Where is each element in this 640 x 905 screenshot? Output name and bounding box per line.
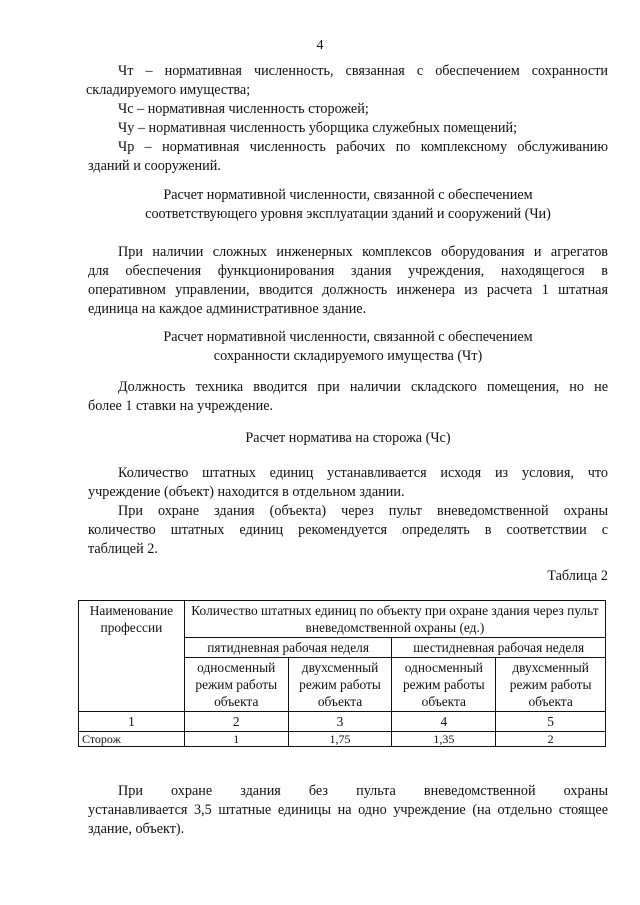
paragraph-cht	[88, 378, 608, 416]
text-line: При наличии сложных инженерных комплексов оборудования и агрегатов	[118, 244, 608, 260]
text-line: устанавливается 3,5 штатные единицы на одно учреждение (на отдельно стоящее	[88, 802, 608, 818]
paragraph-chi	[88, 243, 608, 319]
text-line: При охране здания без пульта вневедомственной охраны	[118, 783, 608, 799]
heading-line: сохранности складируемого имущества (Чт)	[213, 348, 483, 364]
section-heading-cht	[88, 328, 608, 366]
paragraph-chs-2	[88, 502, 608, 559]
header-main: Количество штатных единиц по объекту при охране здания через пульт вневедомственной охраны (ед.)	[184, 601, 605, 638]
text-line: Количество штатных единиц устанавливается исходя из условия, что	[118, 465, 608, 481]
column-number: 1	[79, 712, 185, 732]
staffing-table	[78, 600, 606, 747]
header-six-day-week: шестидневная рабочая неделя	[392, 638, 606, 658]
header-single-shift: односменный режим работы объекта	[184, 658, 288, 712]
definition-chs	[118, 100, 608, 119]
column-number: 5	[496, 712, 606, 732]
paragraph-chs-1	[88, 464, 608, 502]
definition-cht	[88, 62, 608, 100]
column-number: 4	[392, 712, 496, 732]
definition-chr	[88, 138, 608, 176]
column-number: 3	[288, 712, 392, 732]
header-double-shift: двухсменный режим работы объекта	[496, 658, 606, 712]
text-line: Чс – нормативная численность сторожей;	[118, 101, 369, 117]
section-heading-chi	[88, 186, 608, 224]
value-cell: 1,35	[392, 732, 496, 747]
page-number: 4	[316, 38, 324, 53]
header-single-shift: односменный режим работы объекта	[392, 658, 496, 712]
table-header-row	[79, 601, 606, 638]
text-line: для обеспечения функционирования здания учреждения, находящегося в	[88, 263, 608, 279]
header-profession: Наименование профессии	[79, 601, 185, 712]
table-caption: Таблица 2	[547, 568, 608, 584]
profession-cell: Сторож	[79, 732, 185, 747]
text-line: При охране здания (объекта) через пульт вневедомственной охраны	[118, 503, 608, 519]
value-cell: 2	[496, 732, 606, 747]
text-line: Должность техника вводится при наличии складского помещения, но не	[118, 379, 608, 395]
heading-line: Расчет нормативной численности, связанной с обеспечением	[163, 329, 533, 345]
text-line: складируемого имущества;	[86, 82, 251, 98]
text-line: Чу – нормативная численность уборщика служебных помещений;	[118, 120, 518, 136]
table-row	[79, 732, 606, 747]
text-line: количество штатных единиц рекомендуется определять в соответствии с	[88, 522, 608, 538]
text-line: более 1 ставки на учреждение.	[88, 398, 274, 414]
paragraph-closing	[88, 782, 608, 839]
text-line: здание, объект).	[88, 821, 185, 837]
text-line: оперативном управлении, вводится должность инженера из расчета 1 штатная	[88, 282, 608, 298]
heading-line: соответствующего уровня эксплуатации зданий и сооружений (Чи)	[145, 206, 551, 222]
text-line: Чр – нормативная численность рабочих по комплексному обслуживанию	[118, 139, 608, 155]
text-line: учреждение (объект) находится в отдельном здании.	[88, 484, 405, 500]
header-double-shift: двухсменный режим работы объекта	[288, 658, 392, 712]
heading-line: Расчет нормативной численности, связанной с обеспечением	[163, 187, 533, 203]
section-heading-chs: Расчет норматива на сторожа (Чс)	[245, 430, 451, 446]
table-number-row	[79, 712, 606, 732]
value-cell: 1	[184, 732, 288, 747]
header-five-day-week: пятидневная рабочая неделя	[184, 638, 392, 658]
text-line: единица на каждое административное здание.	[88, 301, 367, 317]
text-line: зданий и сооружений.	[88, 158, 221, 174]
definition-chu	[118, 119, 608, 138]
column-number: 2	[184, 712, 288, 732]
text-line: таблицей 2.	[88, 541, 158, 557]
text-line: Чт – нормативная численность, связанная с обеспечением сохранности	[118, 63, 608, 79]
value-cell: 1,75	[288, 732, 392, 747]
